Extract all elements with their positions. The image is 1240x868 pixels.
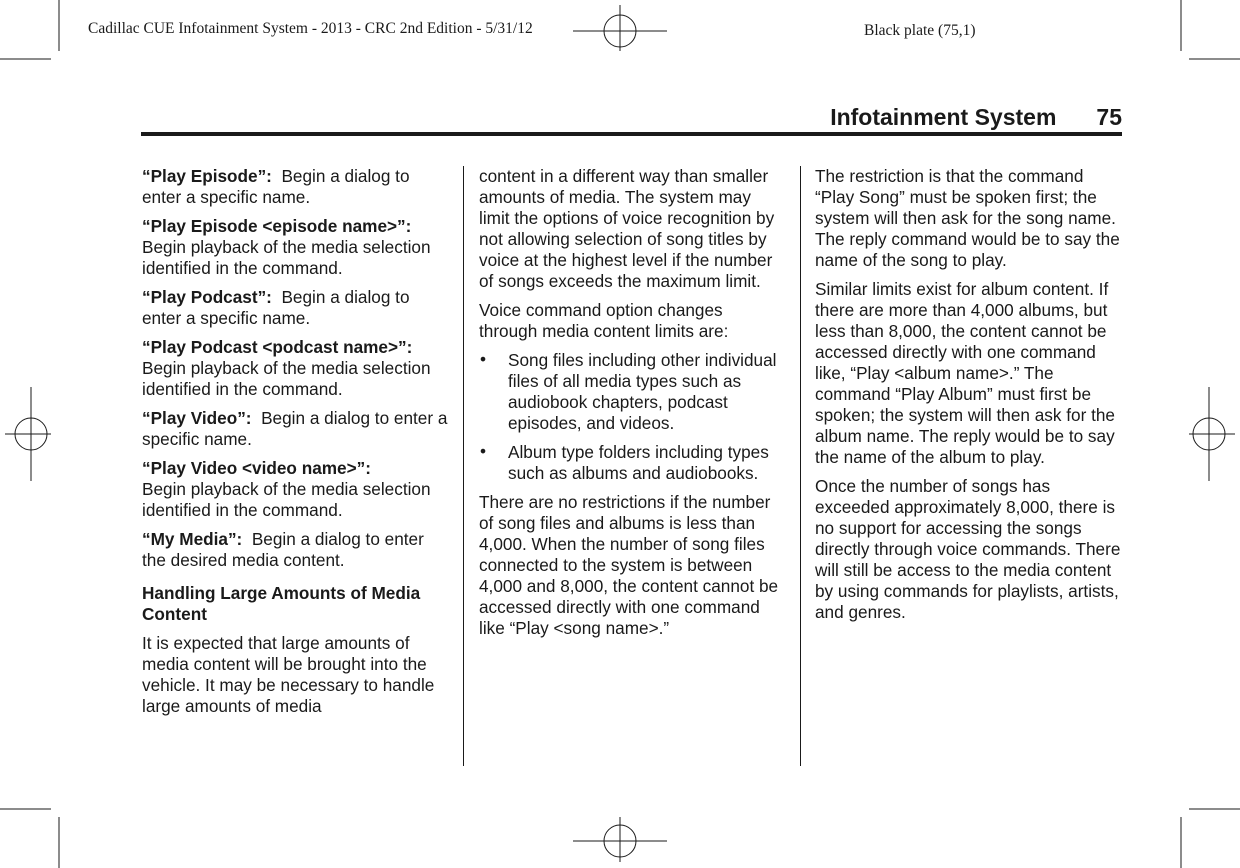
command-entry — [142, 216, 450, 279]
body-paragraph: The restriction is that the command “Play Song” must be spoken first; the system will then ask for the song name. The reply command would be to say the name of the song to play. — [815, 166, 1120, 270]
command-term: “Play Episode”: — [142, 166, 272, 186]
list-item — [479, 350, 784, 434]
bullet-list — [479, 350, 784, 484]
command-description: Begin a dialog to enter a specific name. — [142, 287, 410, 328]
bullet-icon: • — [480, 441, 487, 461]
column-3 — [815, 166, 1125, 631]
registration-mark-right — [1189, 387, 1235, 481]
command-term: “My Media”: — [142, 529, 243, 549]
body-paragraph: content in a different way than smaller amounts of media. The system may limit the options of voice recognition by not allowing selection of song titles by voice at the highest level if the number of songs exceeds the maximum limit. — [479, 166, 775, 291]
command-term: “Play Episode <episode name>”: — [142, 216, 412, 236]
command-entry — [142, 458, 450, 521]
registration-mark-left — [5, 387, 51, 481]
list-item — [479, 442, 784, 484]
section-title: Infotainment System — [830, 104, 1057, 130]
command-entry — [142, 287, 450, 329]
body-paragraph: It is expected that large amounts of media content will be brought into the vehicle. It may be necessary to handle large amounts of media — [142, 633, 435, 716]
list-item-text: Album type folders including types such as albums and audiobooks. — [508, 442, 769, 483]
registration-mark-top — [573, 5, 667, 51]
command-description: Begin a dialog to enter a specific name. — [142, 166, 410, 207]
running-head — [700, 104, 1122, 131]
column-divider — [463, 166, 464, 766]
slug-right: Black plate (75,1) — [864, 22, 976, 39]
list-item-text: Song files including other individual files of all media types such as audiobook chapters, podcast episodes, and videos. — [508, 350, 777, 433]
body-paragraph: Once the number of songs has exceeded approximately 8,000, there is no support for accessing the songs directly through voice commands. There will still be access to the media content by using commands for playlists, artists, and genres. — [815, 476, 1121, 622]
page-number: 75 — [1096, 104, 1122, 130]
command-description: Begin playback of the media selection identified in the command. — [142, 358, 431, 399]
body-paragraph: There are no restrictions if the number of song files and albums is less than 4,000. When the number of song files connected to the system is between 4,000 and 8,000, the content cannot be accessed directly with one command like “Play <song name>.” — [479, 492, 779, 638]
command-description: Begin playback of the media selection identified in the command. — [142, 479, 431, 520]
body-paragraph: Voice command option changes through media content limits are: — [479, 300, 729, 341]
command-entry — [142, 337, 450, 400]
section-heading: Handling Large Amounts of Media Content — [142, 583, 421, 624]
registration-mark-bottom — [573, 817, 667, 862]
command-entry — [142, 166, 450, 208]
command-description: Begin a dialog to enter the desired media content. — [142, 529, 424, 570]
header-rule — [141, 132, 1122, 136]
command-term: “Play Podcast”: — [142, 287, 272, 307]
command-term: “Play Video <video name>”: — [142, 458, 371, 478]
command-term: “Play Podcast <podcast name>”: — [142, 337, 413, 357]
command-description: Begin a dialog to enter a specific name. — [142, 408, 448, 449]
column-divider — [800, 166, 801, 766]
body-paragraph: Similar limits exist for album content. If there are more than 4,000 albums, but less than 8,000, the content cannot be accessed directly with one command like, “Play <album name>.” The command “Play Album” must first be spoken; the system will then ask for the album name. The reply would be to say the name of the album to play. — [815, 279, 1115, 467]
command-entry — [142, 408, 450, 450]
bullet-icon: • — [480, 349, 487, 369]
command-term: “Play Video”: — [142, 408, 252, 428]
column-2 — [479, 166, 784, 647]
slug-left: Cadillac CUE Infotainment System - 2013 - CRC 2nd Edition - 5/31/12 — [88, 20, 533, 37]
column-1 — [142, 166, 450, 725]
command-description: Begin playback of the media selection identified in the command. — [142, 237, 431, 278]
command-entry — [142, 529, 450, 571]
